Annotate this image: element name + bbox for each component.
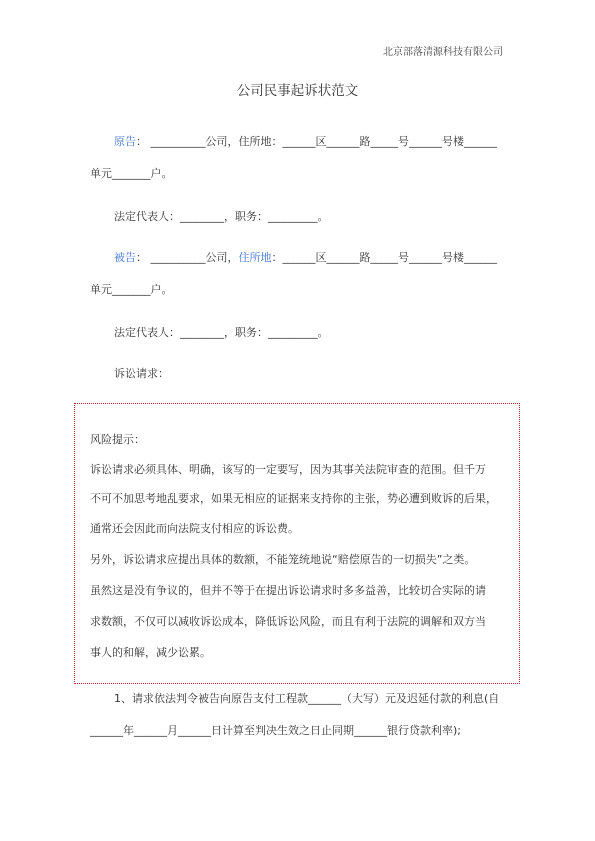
plaintiff-line [114,135,497,149]
claim-1-line2: ______年______月______日计算至判决生效之日止同期______银行贷款利率); [90,724,461,737]
risk-line: 不可不加思考地乱要求，如果无相应的证据来支持你的主张，势必遭到败诉的后果， [90,492,497,505]
defendant-representative: 法定代表人：________，职务：_________。 [114,326,329,339]
header-company: 北京部落清源科技有限公司 [383,47,503,58]
risk-title: 风险提示： [90,433,145,446]
risk-line: 事人的和解，减少讼累。 [90,646,211,659]
plaintiff-representative: 法定代表人：________，职务：_________。 [114,210,329,223]
defendant-line2: 单元_______户。 [90,283,173,296]
risk-line: 虽然这是没有争议的，但并不等于在提出诉讼请求时多多益善，比较切合实际的请 [90,584,486,597]
plaintiff-label: 原告 [114,135,136,148]
defendant-line [114,251,497,265]
claims-heading: 诉讼请求： [114,367,169,380]
defendant-line-mid: ： __________公司， [136,251,239,264]
page-title: 公司民事起诉状范文 [236,83,359,99]
risk-line: 通常还会因此而向法院支付相应的诉讼费。 [90,522,299,535]
plaintiff-line-rest: ： __________公司，住所地：______区______路_____号______号楼______ [136,135,497,148]
defendant-line-rest: ：______区______路_____号______号楼______ [271,251,497,264]
defendant-label: 被告 [114,251,136,264]
plaintiff-line2: 单元_______户。 [90,167,173,180]
risk-line: 另外，诉讼请求应提出具体的数额，不能笼统地说“赔偿原告的一切损失”之类。 [90,553,476,566]
claim-1-line1: 1、请求依法判令被告向原告支付工程款______（大写）元及迟延付款的利息(自 [114,692,500,705]
risk-line: 求数额，不仅可以减收诉讼成本，降低诉讼风险，而且有利于法院的调解和双方当 [90,615,486,628]
risk-line: 诉讼请求必须具体、明确，该写的一定要写，因为其事关法院审查的范围。但千万 [90,463,486,476]
defendant-address-label: 住所地 [238,251,272,264]
